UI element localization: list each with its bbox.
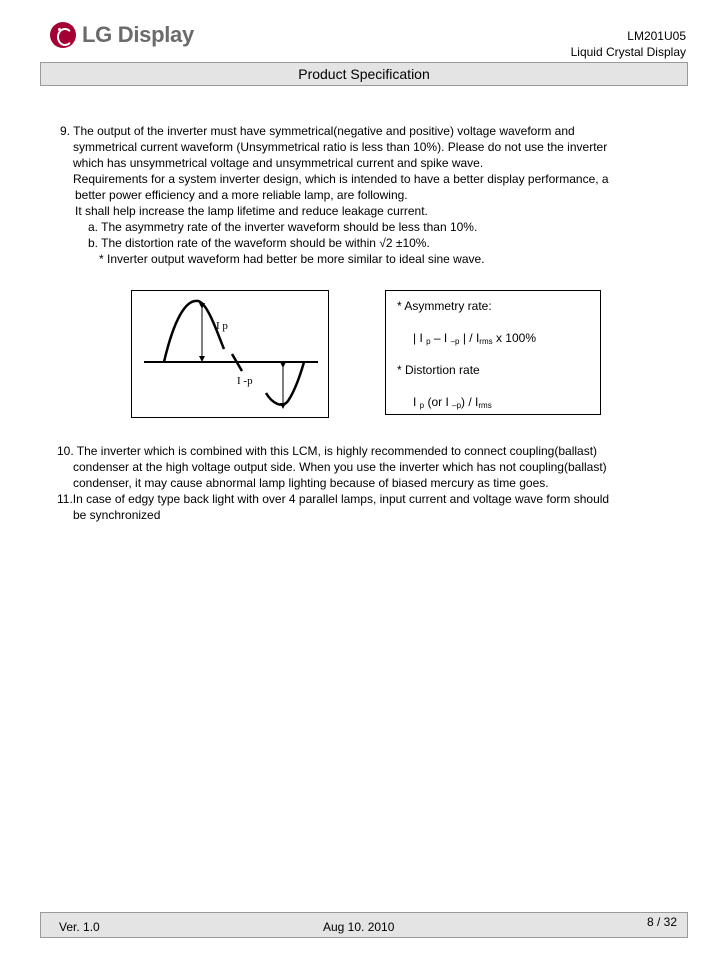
asymmetry-title: * Asymmetry rate:	[397, 299, 492, 313]
item10-line: 10. The inverter which is combined with this LCM, is highly recommended to connect coupling(ballast)	[57, 444, 598, 458]
footer-bar	[40, 912, 688, 938]
lg-display-logo	[50, 20, 194, 50]
distortion-title: * Distortion rate	[397, 363, 480, 377]
model-number: LM201U05	[627, 29, 686, 43]
distortion-formula	[413, 395, 492, 409]
item9-line: symmetrical current waveform (Unsymmetrical ratio is less than 10%). Please do not use the inverter	[73, 140, 608, 154]
formula-part: – I	[430, 331, 451, 345]
negative-half-wave	[266, 362, 304, 405]
subscript-p: p	[426, 337, 431, 346]
waveform-svg	[132, 291, 330, 419]
subscript-minus-p: –p	[452, 401, 462, 410]
asymmetry-formula	[413, 331, 536, 345]
subscript-p: p	[419, 401, 425, 410]
section-title-bar: Product Specification	[40, 62, 688, 86]
item9-line-b: b. The distortion rate of the waveform should be within √2 ±10%.	[88, 236, 430, 250]
subscript-rms: rms	[479, 337, 493, 346]
subscript-rms: rms	[478, 401, 492, 410]
date-label: Aug 10. 2010	[323, 920, 395, 934]
item9-line: better power efficiency and a more reliable lamp, are following.	[75, 188, 408, 202]
subscript-minus-p: –p	[450, 337, 460, 346]
formula-part: ) / I	[461, 395, 479, 409]
formula-part: (or I	[424, 395, 453, 409]
product-type: Liquid Crystal Display	[570, 45, 686, 59]
item9-note: * Inverter output waveform had better be more similar to ideal sine wave.	[99, 252, 485, 266]
formula-part: | / I	[459, 331, 480, 345]
item9-line: It shall help increase the lamp lifetime and reduce leakage current.	[75, 204, 428, 218]
version-label: Ver. 1.0	[59, 920, 100, 934]
item11-line: 11.In case of edgy type back light with over 4 parallel lamps, input current and voltage wave form should	[57, 492, 610, 506]
item9-line: Requirements for a system inverter design, which is intended to have a better display performance, a	[73, 172, 609, 186]
logo-text: LG Display	[82, 22, 194, 47]
formula-part: | I	[413, 331, 427, 345]
item9-line: 9. The output of the inverter must have symmetrical(negative and positive) voltage waveform and	[60, 124, 575, 138]
positive-half-wave	[164, 301, 224, 362]
waveform-diagram	[131, 290, 329, 418]
ip-label: I p	[216, 320, 228, 332]
i-minus-p-label: I -p	[237, 375, 253, 387]
formula-part: x 100%	[492, 331, 536, 345]
item11-line: be synchronized	[73, 508, 161, 522]
formula-part: I	[413, 395, 420, 409]
formula-box	[385, 290, 601, 415]
item9-line: which has unsymmetrical voltage and unsymmetrical current and spike wave.	[73, 156, 484, 170]
item10-line: condenser, it may cause abnormal lamp lighting because of biased mercury as time goes.	[73, 476, 549, 490]
lg-logo-icon	[50, 22, 76, 48]
page-number: 8 / 32	[646, 915, 677, 929]
item9-line-a: a. The asymmetry rate of the inverter waveform should be less than 10%.	[88, 220, 478, 234]
item10-line: condenser at the high voltage output side. When you use the inverter which has not coupling(ballast)	[73, 460, 607, 474]
